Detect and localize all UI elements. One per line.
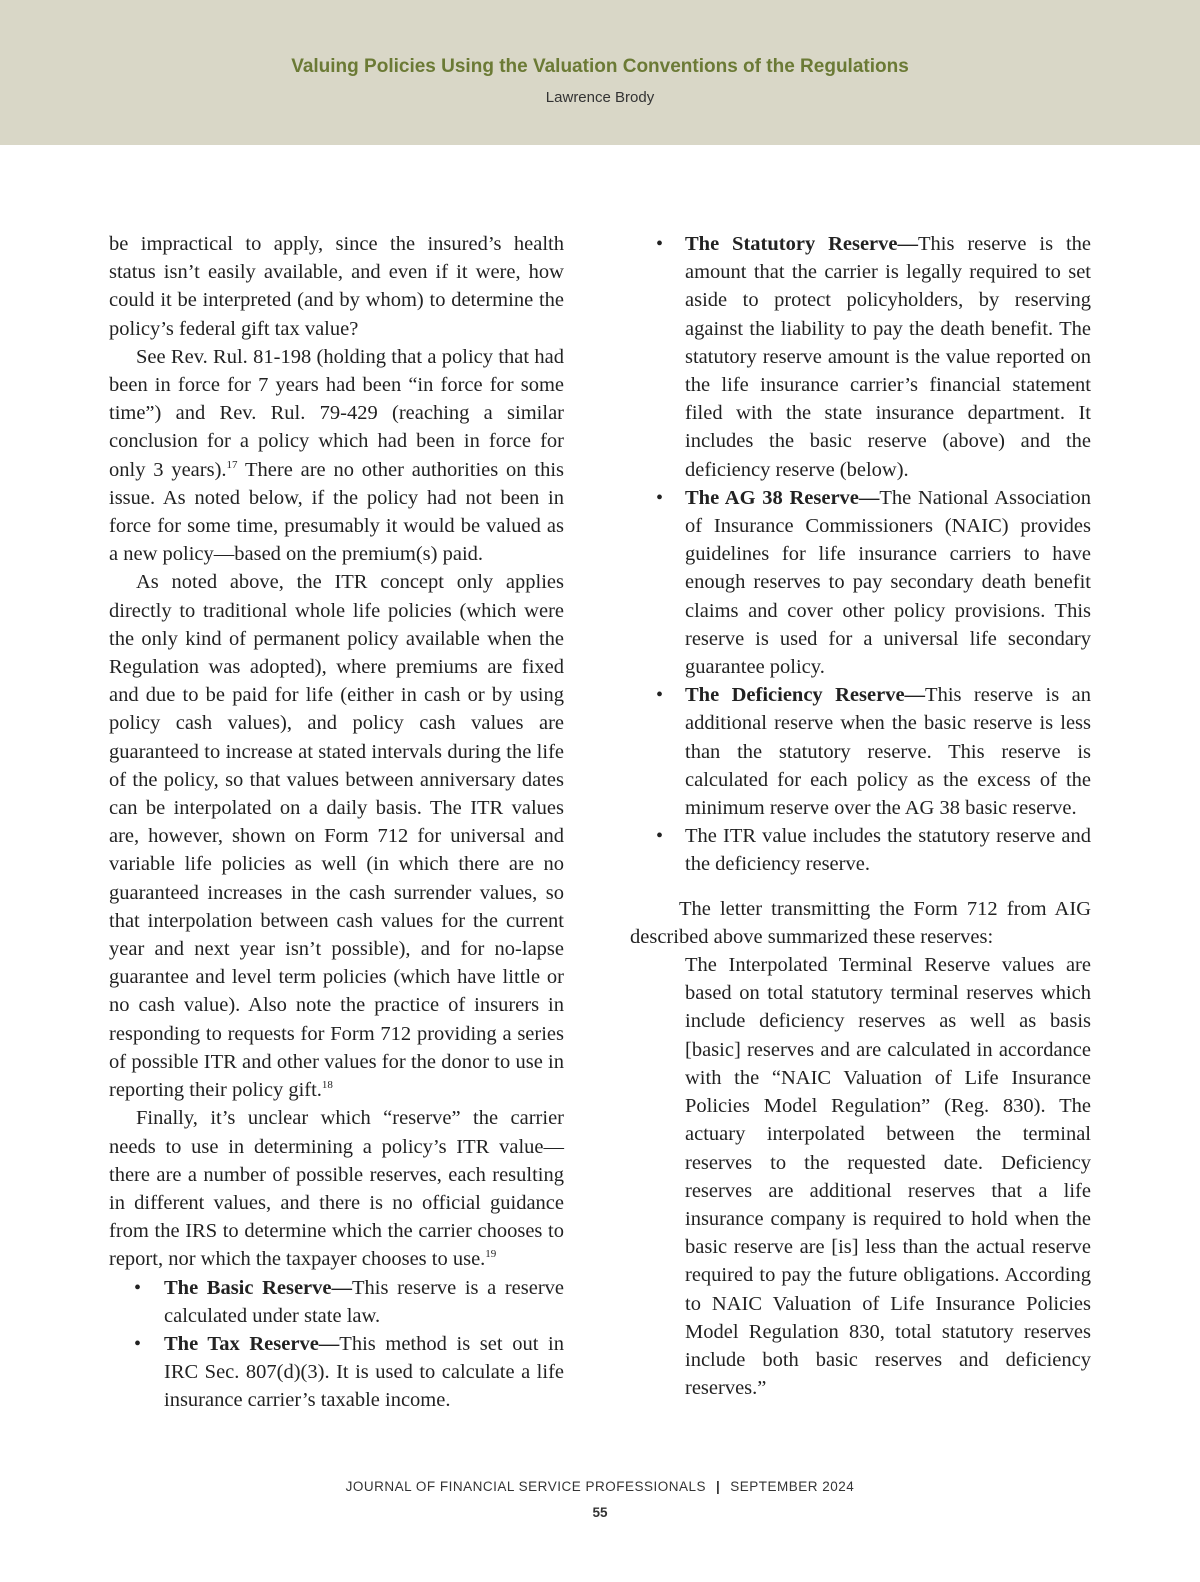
list-term: The Deficiency Reserve— bbox=[685, 684, 926, 707]
list-text: The ITR value includes the statutory reserve and the deficiency reserve. bbox=[685, 825, 1091, 876]
list-text: The National Association of Insurance Commissioners (NAIC) provides guidelines for life insurance carriers to have enough reserves to pay secondary death benefit claims and cover other policy provisions. This reserve is used for a universal life secondary guarantee policy. bbox=[685, 486, 1091, 679]
article-author: Lawrence Brody bbox=[545, 89, 655, 106]
list-item bbox=[636, 484, 1091, 681]
bullet-icon: • bbox=[134, 1332, 142, 1355]
paragraph bbox=[109, 1104, 564, 1273]
footer-separator: | bbox=[715, 1479, 721, 1494]
bullet-icon: • bbox=[656, 486, 664, 509]
bullet-icon: • bbox=[134, 1276, 142, 1299]
article-title: Valuing Policies Using the Valuation Conventions of the Regulations bbox=[291, 56, 909, 77]
list-text: This reserve is an additional reserve when the basic reserve is less than the statutory reserve. This reserve is calculated for each policy as the excess of the minimum reserve over the AG 38 basic reserve. bbox=[685, 684, 1091, 820]
left-column bbox=[109, 230, 564, 1415]
list-term: The Statutory Reserve— bbox=[685, 233, 919, 255]
footnote-ref: 19 bbox=[485, 1248, 497, 1261]
paragraph-text: Finally, it’s unclear which “reserve” the carrier needs to use in determining a policy’s ITR value—there are a number of possible reserves, each resulting in different values, and there is no official guidance from the IRS to determine which the carrier chooses to report, nor which the taxpayer chooses to use. bbox=[109, 1107, 564, 1271]
page-number: 55 bbox=[592, 1505, 608, 1520]
block-quote: The Interpolated Terminal Reserve values are based on total statutory terminal reserves which include deficiency reserves as well as basis [basic] reserves and are calculated in accordance with the “NAIC Valuation of Life Insurance Policies Model Regulation” (Reg. 830). The actuary interpolated between the terminal reserves to the requested date. Deficiency reserves are additional reserves that a life insurance company is required to hold when the basic reserve are [is] less than the actual reserve required to pay the future obligations. According to NAIC Valuation of Life Insurance Policies Model Regulation 830, total statutory reserves include both basic reserves and deficiency reserves.” bbox=[685, 954, 1091, 1400]
bullet-icon: • bbox=[656, 684, 664, 707]
list-text: This reserve is the amount that the carrier is legally required to set aside to protect policyholders, by reserving against the liability to pay the death benefit. The statutory reserve amount is the value reported on the life insurance carrier’s financial statement filed with the state insurance department. It includes the basic reserve (above) and the deficiency reserve (below). bbox=[685, 233, 1092, 481]
list-term: The Basic Reserve— bbox=[164, 1276, 353, 1299]
bullet-icon: • bbox=[656, 233, 664, 255]
paragraph-text: There are no other authorities on this issue. As noted below, if the policy had not been in force for some time, presumably it would be valued as a new policy—based on the premium(s) paid. bbox=[109, 458, 564, 566]
paragraph: be impractical to apply, since the insured’s health status isn’t easily available, and even if it were, how could it be interpreted (and by whom) to determine the policy’s federal gift tax value? bbox=[109, 233, 564, 340]
paragraph-text: As noted above, the ITR concept only applies directly to traditional whole life policies (which were the only kind of permanent policy available when the Regulation was adopted), where premiums are fixed and due to be paid for life (either in cash or by using policy cash values), and policy cash values are guaranteed to increase at stated intervals during the life of the policy, so that values between anniversary dates can be interpolated on a daily basis. The ITR values are, however, shown on Form 712 for universal and variable life policies as well (in which there are no guaranteed increases in the cash surrender values, so that interpolation between cash values for the current year and next year isn’t possible), and for no-lapse guarantee and level term policies (which have little or no cash value). Also note the practice of insurers in responding to requests for Form 712 providing a series of possible ITR and other values for the donor to use in reporting their policy gift. bbox=[109, 571, 564, 1102]
paragraph bbox=[109, 568, 564, 1104]
list-term: The Tax Reserve— bbox=[164, 1332, 340, 1355]
list-item bbox=[109, 1274, 564, 1330]
reserve-list bbox=[636, 230, 1091, 879]
journal-name: JOURNAL OF FINANCIAL SERVICE PROFESSIONALS bbox=[345, 1479, 706, 1494]
paragraph: The letter transmitting the Form 712 from AIG described above summarized these reserves: bbox=[630, 897, 1091, 948]
list-item bbox=[109, 1330, 564, 1415]
list-text: This method is set out in IRC Sec. 807(d)(3). It is used to calculate a life insurance carrier’s taxable income. bbox=[164, 1332, 564, 1412]
footnote-ref: 18 bbox=[321, 1079, 333, 1092]
list-item bbox=[636, 822, 1091, 878]
paragraph bbox=[109, 343, 564, 569]
footnote-ref: 17 bbox=[226, 458, 238, 471]
issue-date: SEPTEMBER 2024 bbox=[730, 1479, 855, 1494]
list-item bbox=[636, 681, 1091, 822]
list-term: The AG 38 Reserve— bbox=[685, 486, 880, 509]
right-column bbox=[630, 230, 1092, 1402]
list-item bbox=[636, 230, 1091, 484]
bullet-icon: • bbox=[656, 825, 664, 848]
reserve-list bbox=[109, 1274, 564, 1415]
footer bbox=[0, 1479, 1200, 1494]
list-text: This reserve is a reserve calculated under state law. bbox=[164, 1276, 565, 1327]
paragraph-text: See Rev. Rul. 81-198 (holding that a policy that had been in force for 7 years had been “in force for some time”) and Rev. Rul. 79-429 (reaching a similar conclusion for a policy which had been in force for only 3 years). bbox=[109, 345, 564, 481]
